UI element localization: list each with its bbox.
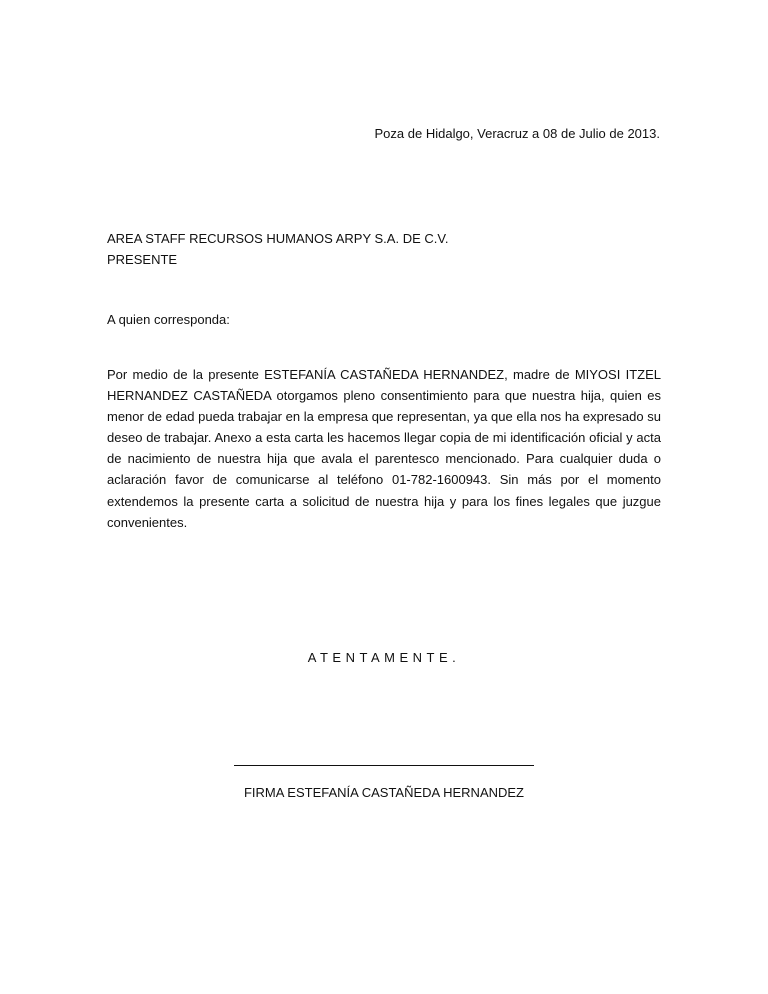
signature-line	[234, 765, 534, 766]
recipient-company: AREA STAFF RECURSOS HUMANOS ARPY S.A. DE C.V.	[107, 231, 449, 246]
closing-atentamente: ATENTAMENTE.	[307, 650, 461, 665]
greeting: A quien corresponda:	[107, 312, 230, 327]
body-paragraph: Por medio de la presente ESTEFANÍA CASTAÑEDA HERNANDEZ, madre de MIYOSI ITZEL HERNANDEZ CASTAÑEDA otorgamos pleno consentimiento para que nuestra hija, quien es menor de edad pueda trabajar en la empresa que representan, ya que ella nos ha expresado su deseo de trabajar. Anexo a esta carta les hacemos llegar copia de mi identificación oficial y acta de nacimiento de nuestra hija que avala el parentesco mencionado. Para cualquier duda o aclaración favor de comunicarse al teléfono 01-782-1600943. Sin más por el momento extendemos la presente carta a solicitud de nuestra hija y para los fines legales que juzgue convenientes.	[107, 367, 661, 530]
date-line: Poza de Hidalgo, Veracruz a 08 de Julio de 2013.	[374, 126, 660, 141]
signature-name: FIRMA ESTEFANÍA CASTAÑEDA HERNANDEZ	[243, 785, 525, 800]
recipient-block	[107, 228, 448, 270]
recipient-presente: PRESENTE	[107, 252, 178, 267]
